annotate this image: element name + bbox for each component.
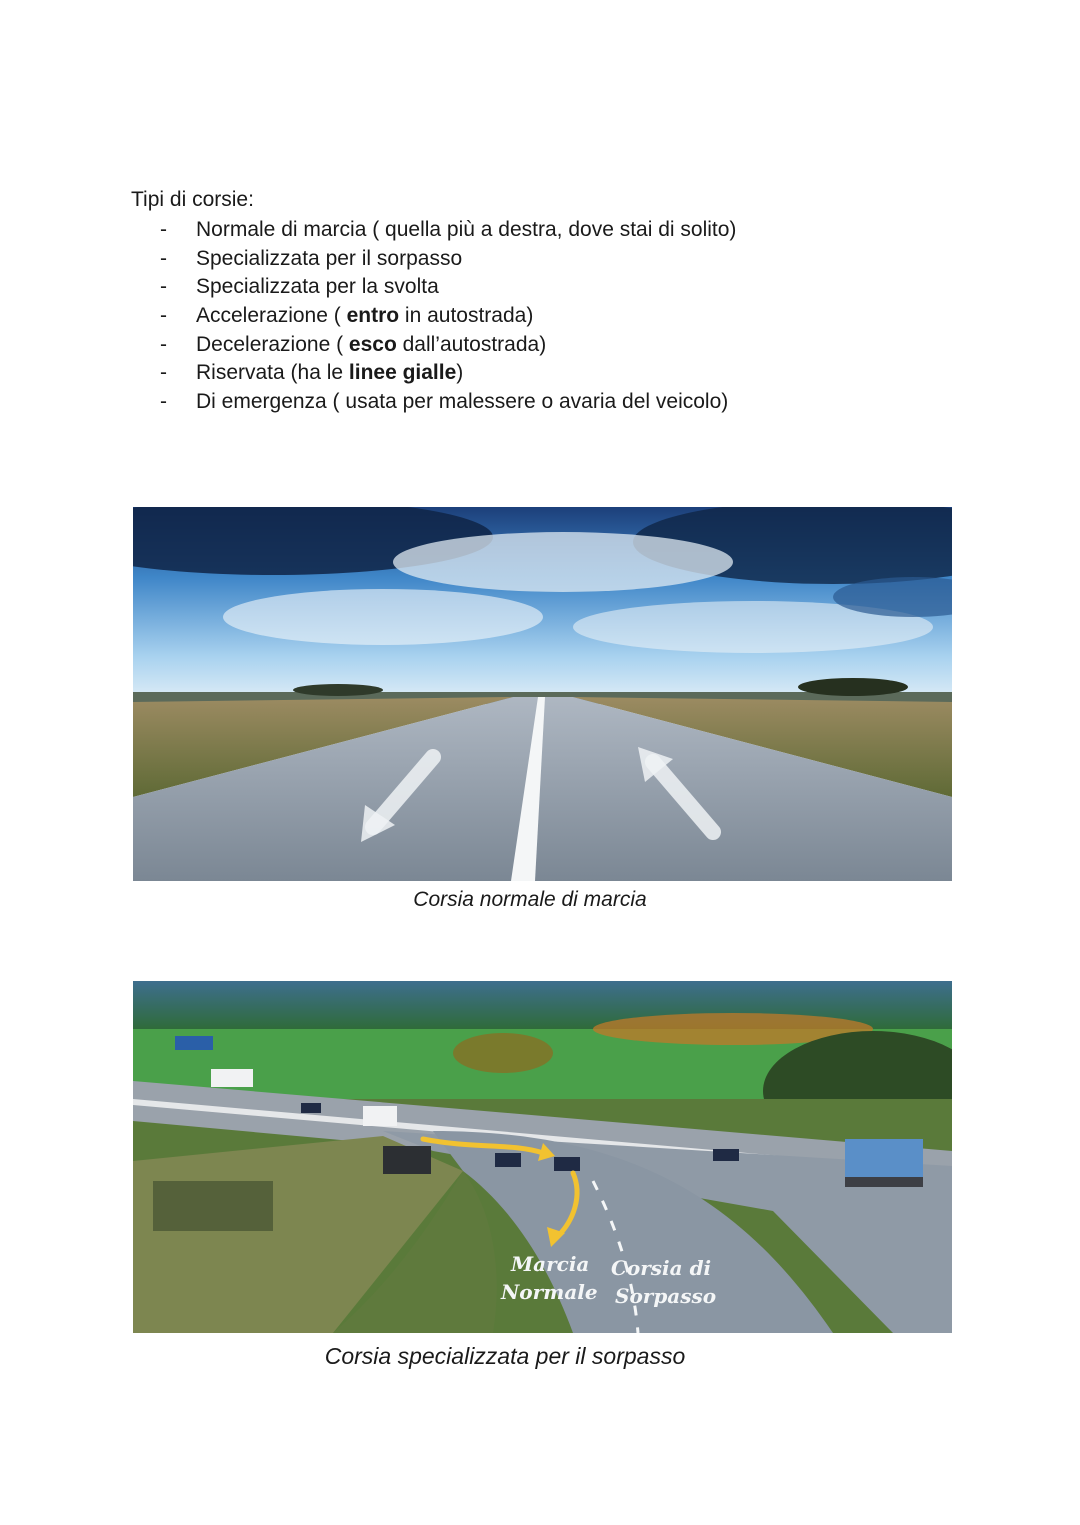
list-item: - Specializzata per il sorpasso (160, 246, 463, 270)
list-item: - Normale di marcia ( quella più a destra, dove stai di solito) (160, 218, 737, 241)
list-item: - Specializzata per la svolta (160, 275, 439, 299)
corsia-sorpasso-label: Corsia di (611, 1256, 712, 1280)
road-photo-normal-lane (133, 507, 952, 881)
list-heading: Tipi di corsie: (131, 188, 254, 211)
list-item: - Di emergenza ( usata per malessere o avaria del veicolo) (160, 390, 729, 414)
list-item: - Riservata (ha le linee gialle) (160, 361, 464, 385)
marcia-normale-label: Marcia (511, 1252, 590, 1276)
list-item: - Decelerazione ( esco dall’autostrada) (160, 332, 547, 356)
lane-types-list (160, 216, 736, 417)
marcia-normale-label-2: Normale (501, 1280, 598, 1304)
road-photo-overtaking-lane (133, 981, 952, 1333)
corsia-sorpasso-label-2: Sorpasso (615, 1284, 717, 1308)
list-item: - Accelerazione ( entro in autostrada) (160, 304, 534, 328)
figure-caption: Corsia specializzata per il sorpasso (324, 1343, 686, 1369)
figure-caption: Corsia normale di marcia (413, 888, 647, 911)
